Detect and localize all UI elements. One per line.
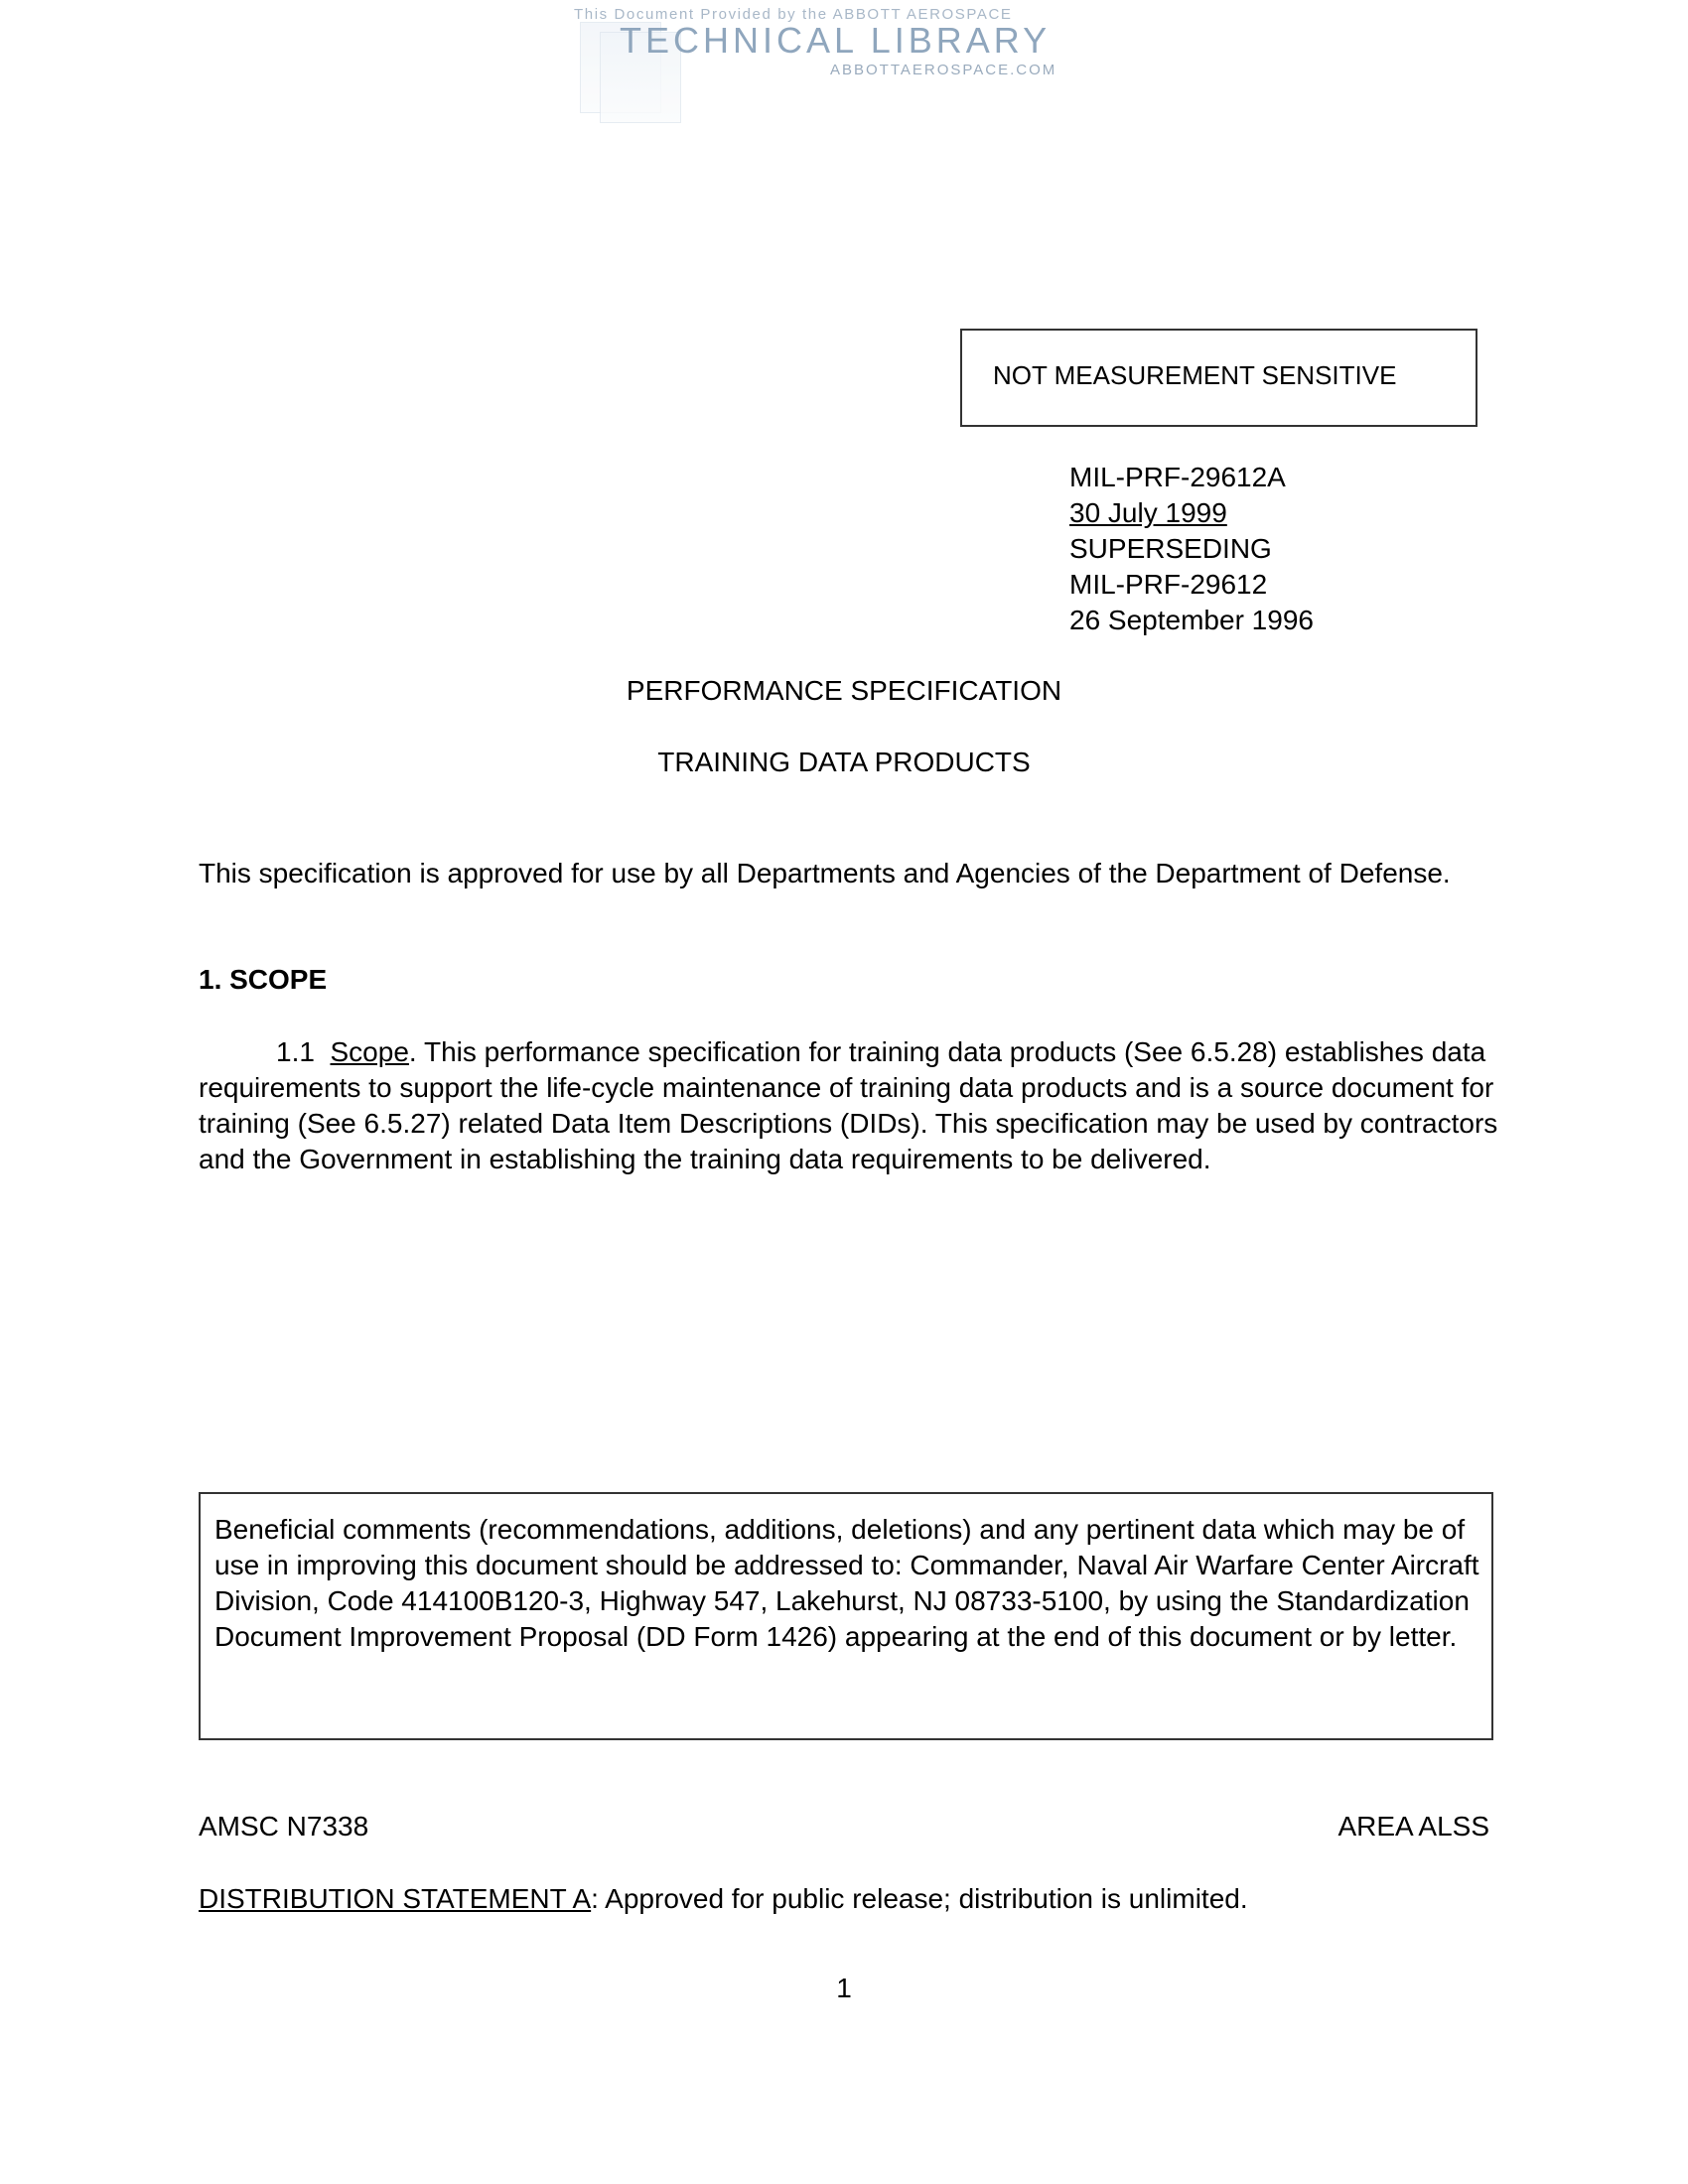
watermark-line1: This Document Provided by the ABBOTT AEROSPACE — [574, 6, 1013, 23]
abbott-watermark-logo — [574, 4, 1090, 103]
superseded-number: MIL-PRF-29612 — [1069, 569, 1268, 600]
distribution-label: DISTRIBUTION STATEMENT A — [199, 1883, 592, 1914]
amsc-number: AMSC N7338 — [199, 1811, 369, 1842]
measurement-sensitivity-label: NOT MEASUREMENT SENSITIVE — [993, 360, 1397, 390]
section-1-heading: 1. SCOPE — [199, 964, 328, 995]
distribution-statement — [199, 1883, 1248, 1915]
superseding-label: SUPERSEDING — [1069, 533, 1272, 564]
measurement-sensitivity-box — [960, 329, 1477, 427]
page-number: 1 — [836, 1973, 852, 2003]
scope-para-number: 1.1 — [276, 1036, 315, 1067]
superseded-date: 26 September 1996 — [1069, 605, 1314, 635]
area-code: AREA ALSS — [1337, 1811, 1489, 1842]
scope-paragraph — [199, 1034, 1499, 1177]
doc-number: MIL-PRF-29612A — [1069, 462, 1286, 492]
approval-statement: This specification is approved for use by all Departments and Agencies of the Department of Defense. — [199, 858, 1451, 888]
watermark-line2: TECHNICAL LIBRARY — [620, 20, 1052, 61]
spec-name-title: TRAINING DATA PRODUCTS — [657, 747, 1031, 777]
scope-para-title: Scope — [330, 1036, 409, 1067]
doc-date: 30 July 1999 — [1069, 497, 1227, 528]
comments-text: Beneficial comments (recommendations, additions, deletions) and any pertinent data which may be of use in improving this document should be addressed to: Commander, Naval Air Warfare Center Aircraft Division, Code 414100B120-3, Highway 547, Lakehurst, NJ 08733-5100, by using the Standardization Document Improvement Proposal (DD Form 1426) appearing at the end of this document or by letter. — [214, 1514, 1479, 1652]
comments-box — [199, 1492, 1493, 1740]
scope-para-text: . This performance specification for training data products (See 6.5.28) establishes data requirements to support the life-cycle maintenance of training data products and is a source document for training (See 6.5.27) related Data Item Descriptions (DIDs). This specification may be used by contractors and the Government in establishing the training data requirements to be delivered. — [199, 1036, 1498, 1174]
spec-type-title: PERFORMANCE SPECIFICATION — [626, 675, 1062, 706]
distribution-text: : Approved for public release; distribution is unlimited. — [591, 1883, 1248, 1914]
watermark-line3: ABBOTTAEROSPACE.COM — [830, 62, 1057, 78]
document-identifier-block — [1069, 460, 1314, 638]
